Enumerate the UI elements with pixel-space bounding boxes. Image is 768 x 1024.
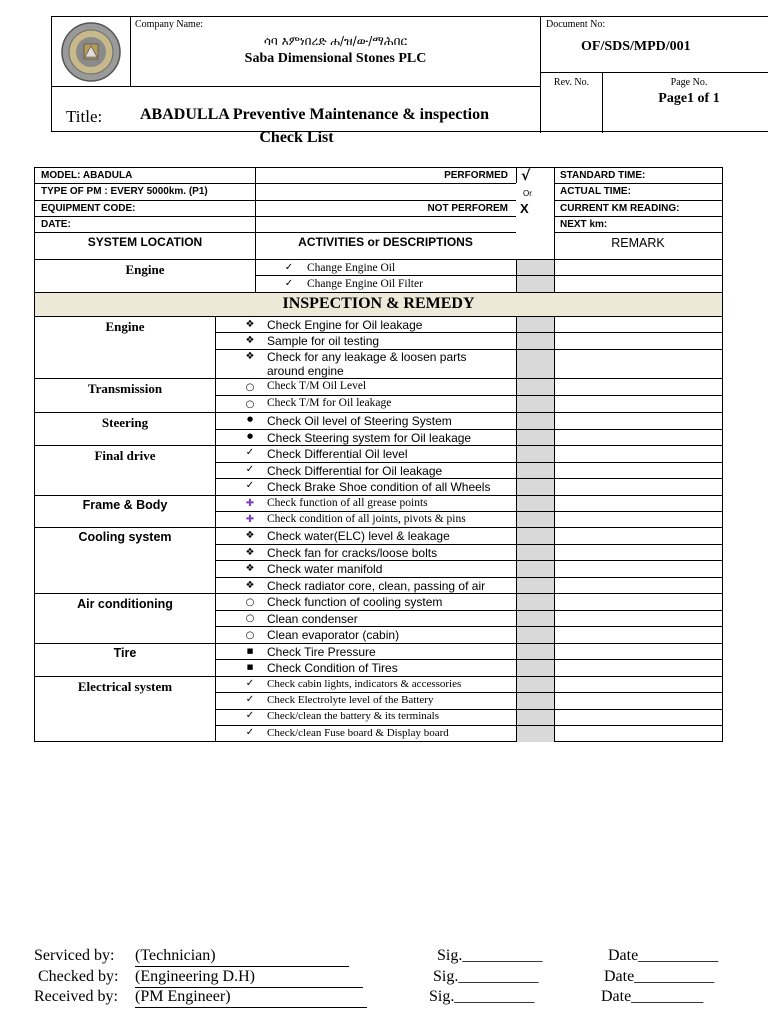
system-location-header: SYSTEM LOCATION (87, 235, 203, 249)
performed-column-shade (516, 317, 554, 742)
check-icon: ✓ (245, 694, 255, 705)
performed-mark: √ (521, 168, 531, 184)
page-number: Page1 of 1 (658, 91, 720, 106)
bullet-icon: ● (246, 432, 254, 440)
activity-item: Check T/M for Oil leakage (267, 397, 392, 409)
activity-item: Check/clean Fuse board & Display board (267, 727, 449, 739)
activity-item: Check Differential for Oil leakage (267, 464, 443, 478)
check-icon: ✓ (245, 464, 255, 475)
serviced-signature-field[interactable]: Sig.__________ (437, 947, 543, 964)
activity-item: Check water manifold (267, 562, 383, 576)
activity-item: Clean condenser (267, 612, 358, 626)
system-cooling: Cooling system (78, 530, 172, 544)
company-cell (131, 17, 541, 87)
date-field: DATE: (41, 219, 71, 230)
system-tire: Tire (113, 646, 137, 660)
received-by-label: Received by: (34, 988, 118, 1005)
activity-item: Sample for oil testing (267, 334, 380, 348)
document-number: OF/SDS/MPD/001 (581, 39, 691, 54)
system-engine-top: Engine (125, 262, 165, 277)
check-icon: ✓ (245, 710, 255, 721)
engine-top-item: Change Engine Oil (307, 262, 396, 274)
activity-item: Check Condition of Tires (267, 661, 398, 675)
actual-time-field: ACTUAL TIME: (560, 186, 631, 197)
circle-icon: ○ (245, 613, 255, 624)
activity-item: Check/clean the battery & its terminals (267, 710, 439, 722)
document-number-cell (541, 17, 768, 73)
title-label: Title: (66, 107, 103, 126)
system-air-conditioning: Air conditioning (77, 597, 173, 611)
check-icon: ✓ (245, 447, 255, 458)
document-title-line1: ABADULLA Preventive Maintenance & inspection (140, 106, 490, 123)
activity-item: Check for any leakage & loosen parts (267, 350, 467, 364)
pm-type-field: TYPE OF PM : EVERY 5000km. (P1) (41, 186, 208, 197)
not-performed-label: NOT PERFOREM (427, 203, 508, 214)
activity-item: Check Engine for Oil leakage (267, 318, 423, 332)
bullet-icon: ● (246, 415, 254, 423)
diamond-icon: ❖ (245, 580, 255, 591)
serviced-by-role[interactable]: (Technician) (135, 947, 349, 967)
performed-label: PERFORMED (444, 170, 508, 181)
diamond-icon: ❖ (245, 319, 255, 330)
serviced-by-label: Serviced by: (34, 947, 115, 964)
activity-item: Check T/M Oil Level (267, 380, 367, 392)
received-signature-field[interactable]: Sig.__________ (429, 988, 535, 1005)
activity-item: Check radiator core, clean, passing of air (267, 579, 486, 593)
current-km-field: CURRENT KM READING: (560, 203, 680, 214)
system-frame-body: Frame & Body (82, 498, 168, 512)
title-cell (52, 87, 541, 146)
checked-by-role[interactable]: (Engineering D.H) (135, 968, 363, 988)
section-title: INSPECTION & REMEDY (282, 295, 475, 312)
activity-item: Check condition of all joints, pivots & pins (267, 513, 466, 525)
remark-header: REMARK (611, 236, 665, 250)
page-number-cell (603, 73, 768, 133)
diamond-icon: ❖ (245, 563, 255, 574)
company-logo (52, 17, 131, 87)
check-icon: ✓ (245, 727, 255, 738)
diamond-icon: ❖ (245, 547, 255, 558)
model-field: MODEL: ABADULA (41, 170, 133, 181)
activity-item: Check cabin lights, indicators & accessories (267, 678, 462, 690)
company-name-amharic: ሳባ እምነበረድ ሐ/ዝ/ው/ማሕበር (263, 34, 408, 48)
system-final-drive: Final drive (94, 448, 156, 463)
check-icon: ✓ (284, 262, 294, 273)
activity-item: Clean evaporator (cabin) (267, 628, 400, 642)
diamond-icon: ❖ (245, 530, 255, 541)
checked-date-field[interactable]: Date__________ (604, 968, 715, 985)
diamond-icon: ❖ (245, 351, 255, 362)
checked-signature-field[interactable]: Sig.__________ (433, 968, 539, 985)
activity-item-continued: around engine (267, 364, 344, 378)
document-title-line2: Check List (259, 129, 334, 146)
company-name-label: Company Name: (135, 19, 204, 30)
serviced-date-field[interactable]: Date__________ (608, 947, 719, 964)
document-number-label: Document No: (546, 19, 606, 30)
activity-item: Check fan for cracks/loose bolts (267, 546, 438, 560)
check-icon: ✓ (245, 480, 255, 491)
activity-item: Check Tire Pressure (267, 645, 376, 659)
system-steering: Steering (101, 415, 149, 430)
received-by-role[interactable]: (PM Engineer) (135, 988, 367, 1008)
equipment-code-field: EQUIPMENT CODE: (41, 203, 136, 214)
circle-icon: ○ (245, 382, 255, 393)
circle-icon: ○ (245, 399, 255, 410)
logo-cell (52, 17, 131, 87)
square-bullet-icon: ■ (246, 647, 254, 655)
grease-point-icon: ✚ (245, 514, 255, 525)
check-icon: ✓ (245, 678, 255, 689)
revision-cell (541, 73, 603, 133)
next-km-field: NEXT km: (560, 219, 608, 230)
circle-icon: ○ (245, 597, 255, 608)
company-name: Saba Dimensional Stones PLC (244, 51, 427, 66)
activity-item: Check Brake Shoe condition of all Wheels (267, 480, 491, 494)
activity-item: Check Oil level of Steering System (267, 414, 452, 428)
document-header (51, 16, 768, 146)
circle-icon: ○ (245, 630, 255, 641)
activity-item: Check function of all grease points (267, 497, 428, 509)
activity-item: Check Electrolyte level of the Battery (267, 694, 434, 706)
grease-point-icon: ✚ (245, 498, 255, 509)
diamond-icon: ❖ (245, 335, 255, 346)
activity-item: Check Steering system for Oil leakage (267, 431, 472, 445)
standard-time-field: STANDARD TIME: (560, 170, 646, 181)
activity-item: Check function of cooling system (267, 595, 443, 609)
activity-item: Check water(ELC) level & leakage (267, 529, 450, 543)
revision-label: Rev. No. (553, 77, 590, 88)
system-transmission: Transmission (87, 381, 163, 396)
received-date-field[interactable]: Date_________ (601, 988, 704, 1005)
performed-cell-shade (516, 260, 554, 292)
engine-top-item: Change Engine Oil Filter (307, 278, 423, 290)
checked-by-label: Checked by: (38, 968, 119, 985)
square-bullet-icon: ■ (246, 663, 254, 671)
system-electrical: Electrical system (77, 679, 173, 694)
not-performed-mark: X (520, 201, 529, 216)
or-label: Or (523, 189, 532, 198)
activity-item: Check Differential Oil level (267, 447, 408, 461)
checklist-table (34, 167, 723, 742)
system-engine: Engine (105, 319, 145, 334)
activities-header: ACTIVITIES or DESCRIPTIONS (298, 235, 473, 249)
check-icon: ✓ (284, 278, 294, 289)
page-number-label: Page No. (670, 77, 708, 88)
